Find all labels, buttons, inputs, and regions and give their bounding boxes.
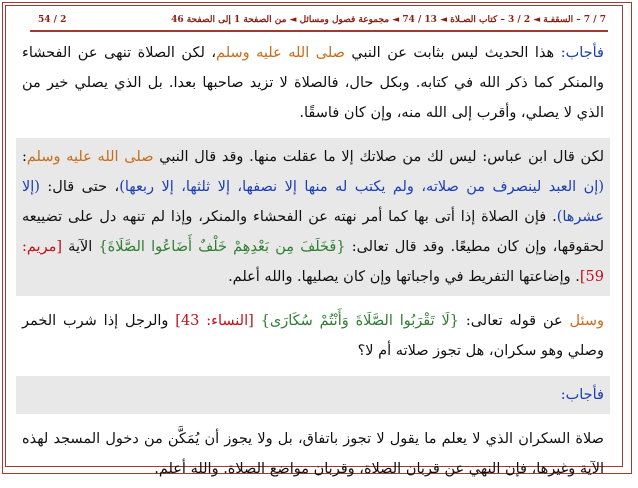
hadith-text: (إلا عشرها) — [22, 179, 604, 225]
honorific: صلى الله عليه وسلم — [26, 149, 154, 165]
page-header — [30, 14, 608, 32]
text-run: ، حتى قال: — [39, 179, 120, 195]
breadcrumb: 7 / 7 – السقفـة ◄ 2 / 3 – كتاب الصـلاة ◄ 13 / 74 ◄ مجموعة فصول ومسائل ◄ من الصفحة 1 إلى الصفحة 46 — [171, 15, 606, 25]
text-run: : — [22, 149, 27, 165]
paragraph-answer-2-label — [16, 376, 610, 414]
paragraph-answer-2 — [16, 420, 610, 488]
text-run: ، لكن الصلاة تنهى عن الفحشاء والمنكر كما ذكر الله في كتابه. وبكل حال، فالصلاة لا تزيد صاحبها بعدا. بل الذي يصلي خير من الذي لا يصلي، وأقرب إلى الله منه، وإن كان فاسقًا. — [22, 45, 604, 121]
page-number: 54 / 2 — [38, 15, 67, 25]
answer-label: فأجاب: — [560, 45, 604, 61]
honorific: صلى الله عليه وسلم — [216, 45, 345, 61]
quran-verse: {فَخَلَفَ مِن بَعْدِهِمْ خَلْفٌ أَضَاعُوا الصَّلَاةَ} — [98, 239, 346, 255]
verse-reference: [مريم: 59] — [22, 239, 604, 285]
verse-reference: [النساء: 43] — [175, 313, 261, 329]
text-run: . فإن الصلاة إذا أتى بها كما أمر نهته عن الفحشاء والمنكر، وإذا لم تنهه دل على تضييعه لحقوقها، وإن كان مطيعًا. وقد قال تعالى: — [22, 209, 604, 255]
text-run: . وإضاعتها التفريط في واجباتها وإن كان يصليها. والله أعلم. — [228, 269, 580, 285]
paragraph-answer-1 — [16, 34, 610, 132]
text-run: هذا الحديث ليس بثابت عن النبي — [344, 45, 561, 61]
answer-label: فأجاب: — [560, 387, 604, 403]
text-run: الآية — [62, 239, 99, 255]
question-label: وسئل — [569, 313, 605, 329]
quran-verse: {لَا تَقْرَبُوا الصَّلَاةَ وَأَنْتُمْ سُكَارَى} — [260, 313, 459, 329]
text-run: والرجل إذا شرب الخمر وصلي وهو سكران، هل تجوز صلاته أم لا؟ — [22, 313, 604, 359]
paragraph-question — [16, 302, 610, 370]
paragraph-ibn-abbas — [16, 138, 610, 296]
document-body — [16, 34, 610, 477]
text-run: لكن قال ابن عباس: ليس لك من صلاتك إلا ما عقلت منها. وقد قال النبي — [153, 149, 604, 165]
text-run: صلاة السكران الذي لا يعلم ما يقول لا تجوز باتفاق، بل ولا يجوز أن يُمَكَّن من دخول المسجد لهذه الآية وغيرها، فإن النهي عن قربان الصلاة، وقربان مواضع الصلاة. والله أعلم. — [22, 431, 604, 477]
text-run: عن قوله تعالى: — [458, 313, 570, 329]
hadith-text: (إن العبد لينصرف من صلاته، ولم يكتب له منها إلا نصفها، إلا ثلثها، إلا ربعها) — [119, 179, 604, 195]
